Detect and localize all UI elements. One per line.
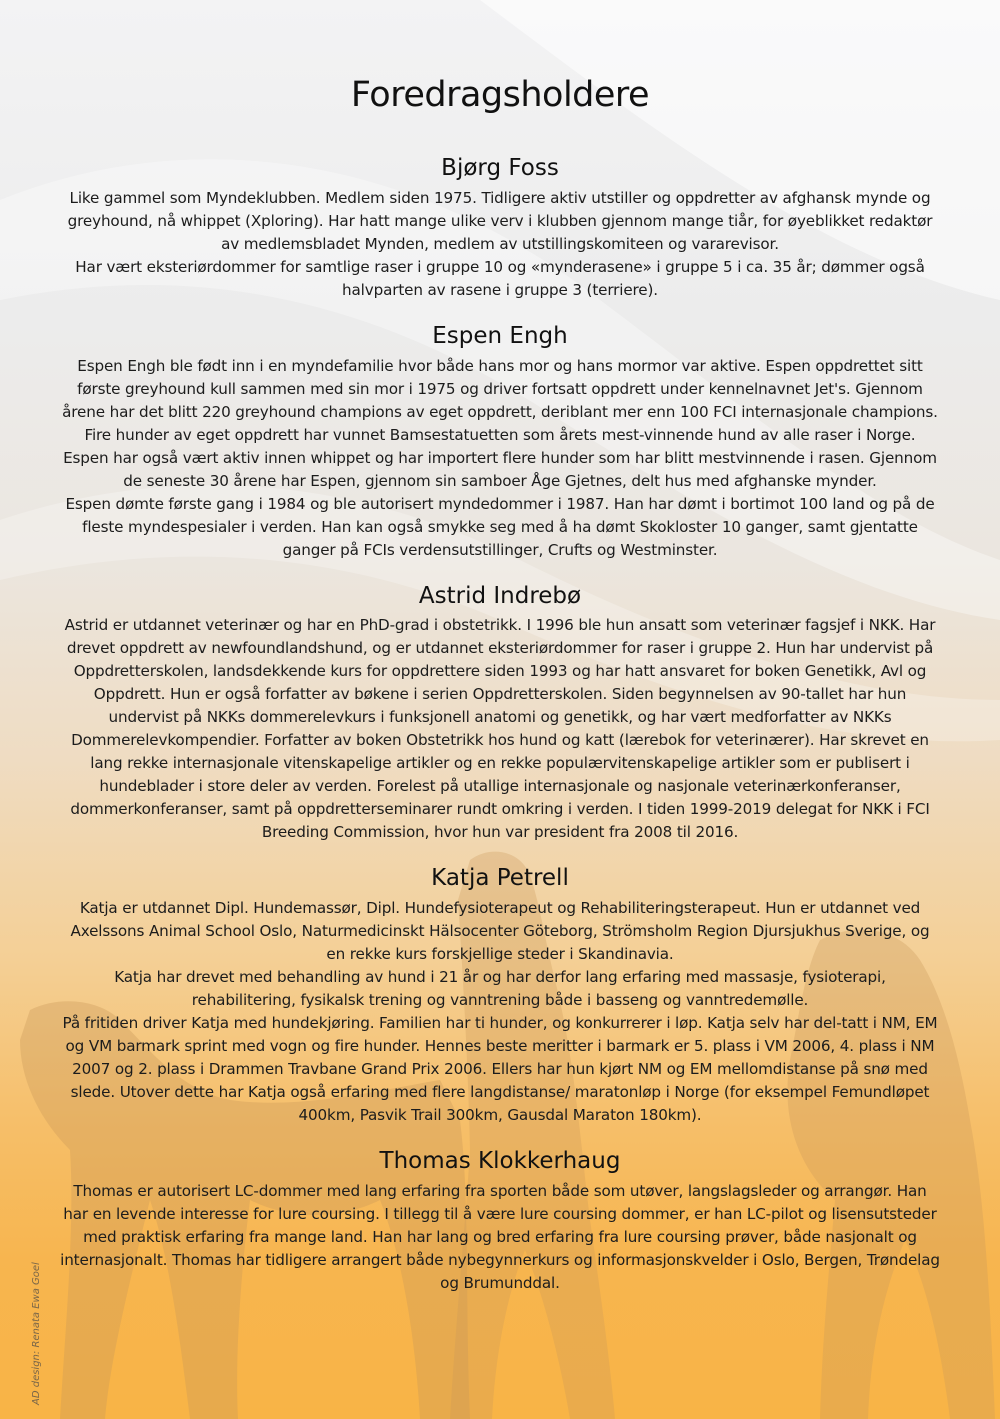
speaker-thomas-klokkerhaug [60,1147,940,1295]
speaker-name: Bjørg Foss [441,155,559,181]
speaker-name: Astrid Indrebø [418,582,582,609]
speaker-bio-paragraph: Katja har drevet med behandling av hund i 21 år og har derfor lang erfaring med massasje, fysioterapi, rehabilitering, fysikalsk trening og vanntrening både i basseng og vanntredemølle. [114,968,886,1009]
speaker-name: Katja Petrell [431,865,569,892]
speaker-bio-paragraph: Espen Engh ble født inn i en myndefamilie hvor både hans mor og hans mormor var aktive. Espen oppdrettet sitt første greyhound kull sammen med sin mor i 1975 og driver fortsatt oppdrett under kennelnavnet Jet's. Gjennom årene har det blitt 220 greyhound champions av eget oppdrett, deriblant mer enn 100 FCI internasjonale champions. Fire hunder av eget oppdrett har vunnet Bamsestatuetten som årets mest-vinnende hund av alle raser i Norge. Espen har også vært aktiv innen whippet og har importert flere hunder som har blitt mestvinnende i rasen. Gjennom de seneste 30 årene har Espen, gjennom sin samboer Åge Gjetnes, delt hus med afghanske mynder. [62,356,938,490]
speaker-espen-engh [60,322,940,562]
speaker-bio-paragraph: Like gammel som Myndeklubben. Medlem siden 1975. Tidligere aktiv utstiller og oppdretter av afghansk mynde og greyhound, nå whippet (Xploring). Har hatt mange ulike verv i klubben gjennom mange tiår, for øyeblikket redaktør av medlemsbladet Mynden, medlem av utstillingskomiteen og vararevisor. [67,188,933,253]
speaker-name: Thomas Klokkerhaug [379,1148,621,1174]
speaker-astrid-indrebo [60,582,940,845]
speaker-bio-paragraph: Har vært eksteriørdommer for samtlige raser i gruppe 10 og «mynderasene» i gruppe 5 i ca. 35 år; dømmer også halvparten av rasene i gruppe 3 (terriere). [75,257,925,299]
speaker-bio-paragraph: På fritiden driver Katja med hundekjøring. Familien har ti hunder, og konkurrerer i løp. Katja selv har del-tatt i NM, EM og VM barmark sprint med vogn og fire hunder. Hennes beste meritter i barmark er 5. plass i VM 2006, 4. plass i NM 2007 og 2. plass i Drammen Travbane Grand Prix 2006. Ellers har hun kjørt NM og EM mellomdistanse på snø med slede. Utover dette har Katja også erfaring med flere langdistanse/ maratonløp i Norge (for eksempel Femundløpet 400km, Pasvik Trail 300km, Gausdal Maraton 180km). [62,1014,938,1124]
page-content [60,0,940,1295]
speaker-katja-petrell [60,864,940,1127]
design-credit: AD design: Renata Ewa Goel [31,1262,42,1405]
speaker-name: Espen Engh [432,322,568,349]
speaker-bio-paragraph: Katja er utdannet Dipl. Hundemassør, Dipl. Hundefysioterapeut og Rehabiliteringsterapeut. Hun er utdannet ved Axelssons Animal School Oslo, Naturmedicinskt Hälsocenter Göteborg, Strömsholm Region Djursjukhus Sverige, og en rekke kurs forskjellige steder i Skandinavia. [70,899,930,963]
speaker-bio-paragraph: Espen dømte første gang i 1984 og ble autorisert myndedommer i 1987. Han har dømt i bortimot 100 land og på de fleste myndespesialer i verden. Han kan også smykke seg med å ha dømt Skokloster 10 ganger, samt gjentatte ganger på FCIs verdensutstillinger, Crufts og Westminster. [65,494,935,559]
page-title: Foredragsholdere [350,75,650,115]
speaker-bio-paragraph: Thomas er autorisert LC-dommer med lang erfaring fra sporten både som utøver, langslagsleder og arrangør. Han har en levende interesse for lure coursing. I tillegg til å være lure coursing dommer, er han LC-pilot og lisensutsteder med praktisk erfaring fra mange land. Han har lang og bred erfaring fra lure coursing prøver, både nasjonalt og internasjonalt. Thomas har tidligere arrangert både nybegynnerkurs og informasjonskvelder i Oslo, Bergen, Trøndelag og Brumunddal. [60,1181,940,1292]
speaker-bjorg-foss [60,154,940,302]
speaker-bio-paragraph: Astrid er utdannet veterinær og har en PhD-grad i obstetrikk. I 1996 ble hun ansatt som veterinær fagsjef i NKK. Har drevet oppdrett av newfoundlandshund, og er utdannet eksteriørdommer for raser i gruppe 2. Hun har undervist på Oppdretterskolen, landsdekkende kurs for oppdrettere siden 1993 og har hatt ansvaret for boken Genetikk, Avl og Oppdrett. Hun er også forfatter av bøkene i serien Oppdretterskolen. Siden begynnelsen av 90-tallet har hun undervist på NKKs dommerelevkurs i funksjonell anatomi og genetikk, og har vært medforfatter av NKKs Dommerelevkompendier. Forfatter av boken Obstetrikk hos hund og katt (lærebok for veterinærer). Har skrevet en lang rekke internasjonale vitenskapelige artikler og en rekke populærvitenskapelige artikler som er publisert i hundeblader i store deler av verden. Forelest på utallige internasjonale og nasjonale veterinærkonferanser, dommerkonferanser, samt på oppdretterseminarer rundt omkring i verden. I tiden 1999-2019 delegat for NKK i FCI Breeding Commission, hvor hun var president fra 2008 til 2016. [64,616,936,842]
